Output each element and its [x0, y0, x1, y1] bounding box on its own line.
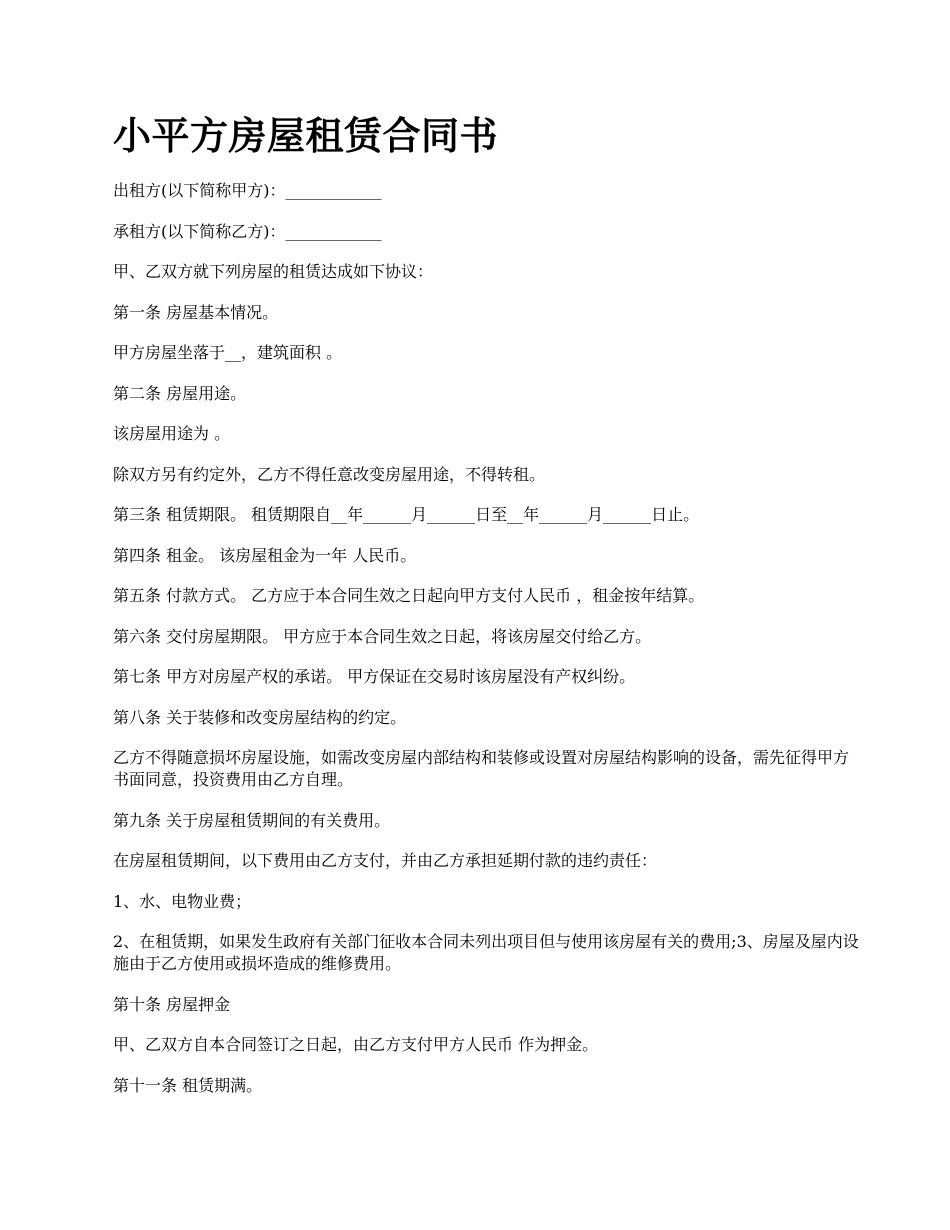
fee-item-1: 1、水、电物业费；: [113, 891, 252, 911]
article-2-restriction: 除双方另有约定外，乙方不得任意改变房屋用途，不得转租。: [113, 464, 546, 484]
article-2-body: 该房屋用途为 。: [113, 424, 231, 443]
agreement-intro: 甲、乙双方就下列房屋的租赁达成如下协议：: [113, 262, 434, 281]
article-10-body: 甲、乙双方自本合同签订之日起，由乙方支付甲方人民币 作为押金。: [113, 1035, 599, 1054]
article-5: 第五条 付款方式。 乙方应于本合同生效之日起向甲方支付人民币 ，租金按年结算。: [113, 586, 705, 605]
lessor-line: 出租方(以下简称甲方)：____________: [113, 181, 382, 200]
fee-item-2-3: 2、在租赁期，如果发生政府有关部门征收本合同未列出项目但与使用该房屋有关的费用;3、房屋及屋内设施由于乙方使用或损坏造成的维修费用。: [113, 932, 859, 973]
article-4: 第四条 租金。 该房屋租金为一年 人民币。: [113, 545, 417, 565]
lessee-line: 承租方(以下简称乙方)：____________: [113, 221, 382, 241]
article-9-heading: 第九条 关于房屋租赁期间的有关费用。: [113, 810, 391, 830]
article-8-body: 乙方不得随意损坏房屋设施，如需改变房屋内部结构和装修或设置对房屋结构影响的设备，需先征得甲方书面同意，投资费用由乙方自理。: [113, 748, 850, 789]
article-8-heading: 第八条 关于装修和改变房屋结构的约定。: [113, 707, 407, 727]
article-11-heading: 第十一条 租赁期满。: [113, 1075, 263, 1095]
article-2-heading: 第二条 房屋用途。: [113, 383, 247, 403]
article-7: 第七条 甲方对房屋产权的承诺。 甲方保证在交易时该房屋没有产权纠纷。: [113, 667, 636, 686]
document-body: [113, 180, 863, 1115]
article-3: 第三条 租赁期限。 租赁期限自__年______月______日至__年______月______日止。: [113, 505, 700, 524]
article-6: 第六条 交付房屋期限。 甲方应于本合同生效之日起，将该房屋交付给乙方。: [113, 626, 652, 646]
article-1-body: 甲方房屋坐落于__，建筑面积 。: [113, 343, 343, 362]
document-title: 小平方房屋租赁合同书: [113, 113, 499, 158]
article-10-heading: 第十条 房屋押金: [113, 994, 231, 1014]
article-9-intro: 在房屋租赁期间，以下费用由乙方支付，并由乙方承担延期付款的违约责任：: [113, 851, 658, 870]
article-1-heading: 第一条 房屋基本情况。: [113, 302, 279, 322]
